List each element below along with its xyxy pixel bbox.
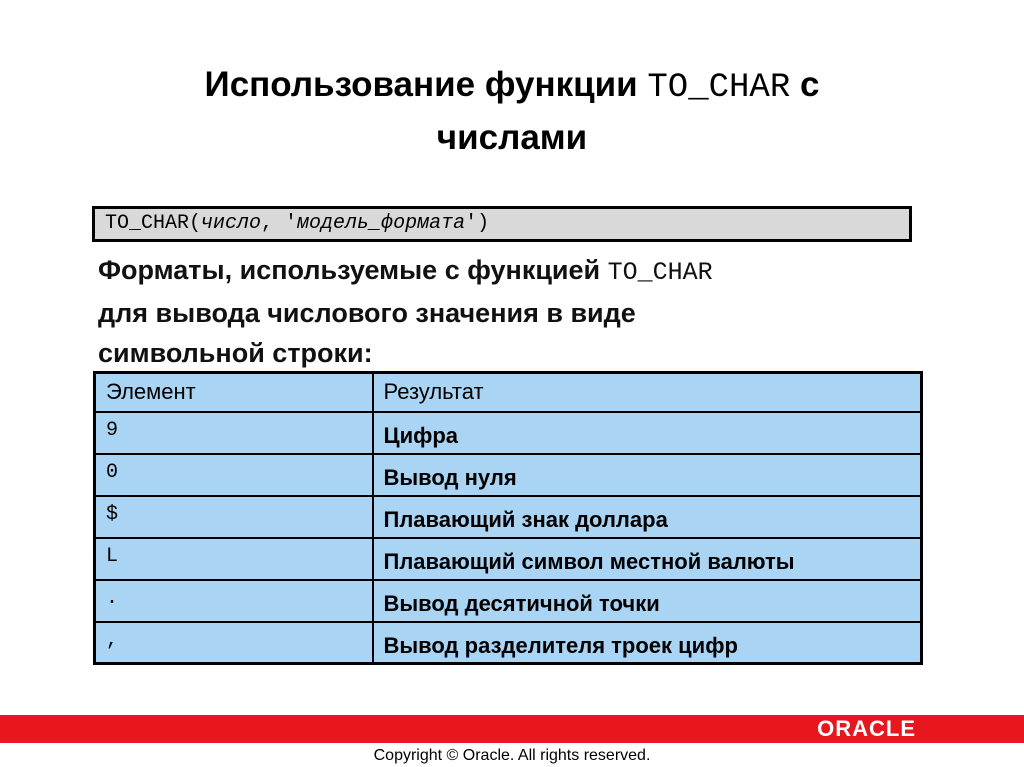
table-row [95,538,922,580]
syntax-func: TO_CHAR( [105,212,202,235]
syntax-separator: , ' [261,212,298,235]
cell-element: . [95,580,373,622]
table-row [95,496,922,538]
title-line-2: числами [436,118,588,157]
header-result: Результат [373,373,922,412]
cell-element: 9 [95,412,373,454]
table-row [95,454,922,496]
desc-line-2: для вывода числового значения в виде [98,298,636,328]
syntax-end: ') [465,212,490,235]
title-text-end: с [790,65,820,104]
cell-result: Цифра [373,412,922,454]
table-row [95,412,922,454]
title-code: TO_CHAR [647,69,791,107]
slide-title [0,60,1024,163]
oracle-logo: ORACLE [817,716,916,741]
table-row [95,580,922,622]
cell-element: , [95,622,373,664]
desc-text: Форматы, используемые с функцией [98,255,608,285]
cell-result: Вывод десятичной точки [373,580,922,622]
cell-element: L [95,538,373,580]
syntax-box [92,206,912,242]
syntax-arg-number: число [201,212,262,235]
cell-result: Плавающий знак доллара [373,496,922,538]
desc-code: TO_CHAR [607,258,713,287]
title-line-1 [0,60,1024,113]
title-text: Использование функции [204,65,648,104]
table-row [95,622,922,664]
description [98,250,898,373]
format-table [93,371,923,665]
cell-result: Вывод нуля [373,454,922,496]
header-element: Элемент [95,373,373,412]
cell-element: $ [95,496,373,538]
desc-line-1 [98,250,898,293]
syntax-arg-format: модель_формата [297,212,466,235]
cell-result: Плавающий символ местной валюты [373,538,922,580]
table-header-row [95,373,922,412]
cell-element: 0 [95,454,373,496]
copyright-text: Copyright © Oracle. All rights reserved. [373,747,651,764]
cell-result: Вывод разделителя троек цифр [373,622,922,664]
desc-line-3: символьной строки: [98,338,373,368]
